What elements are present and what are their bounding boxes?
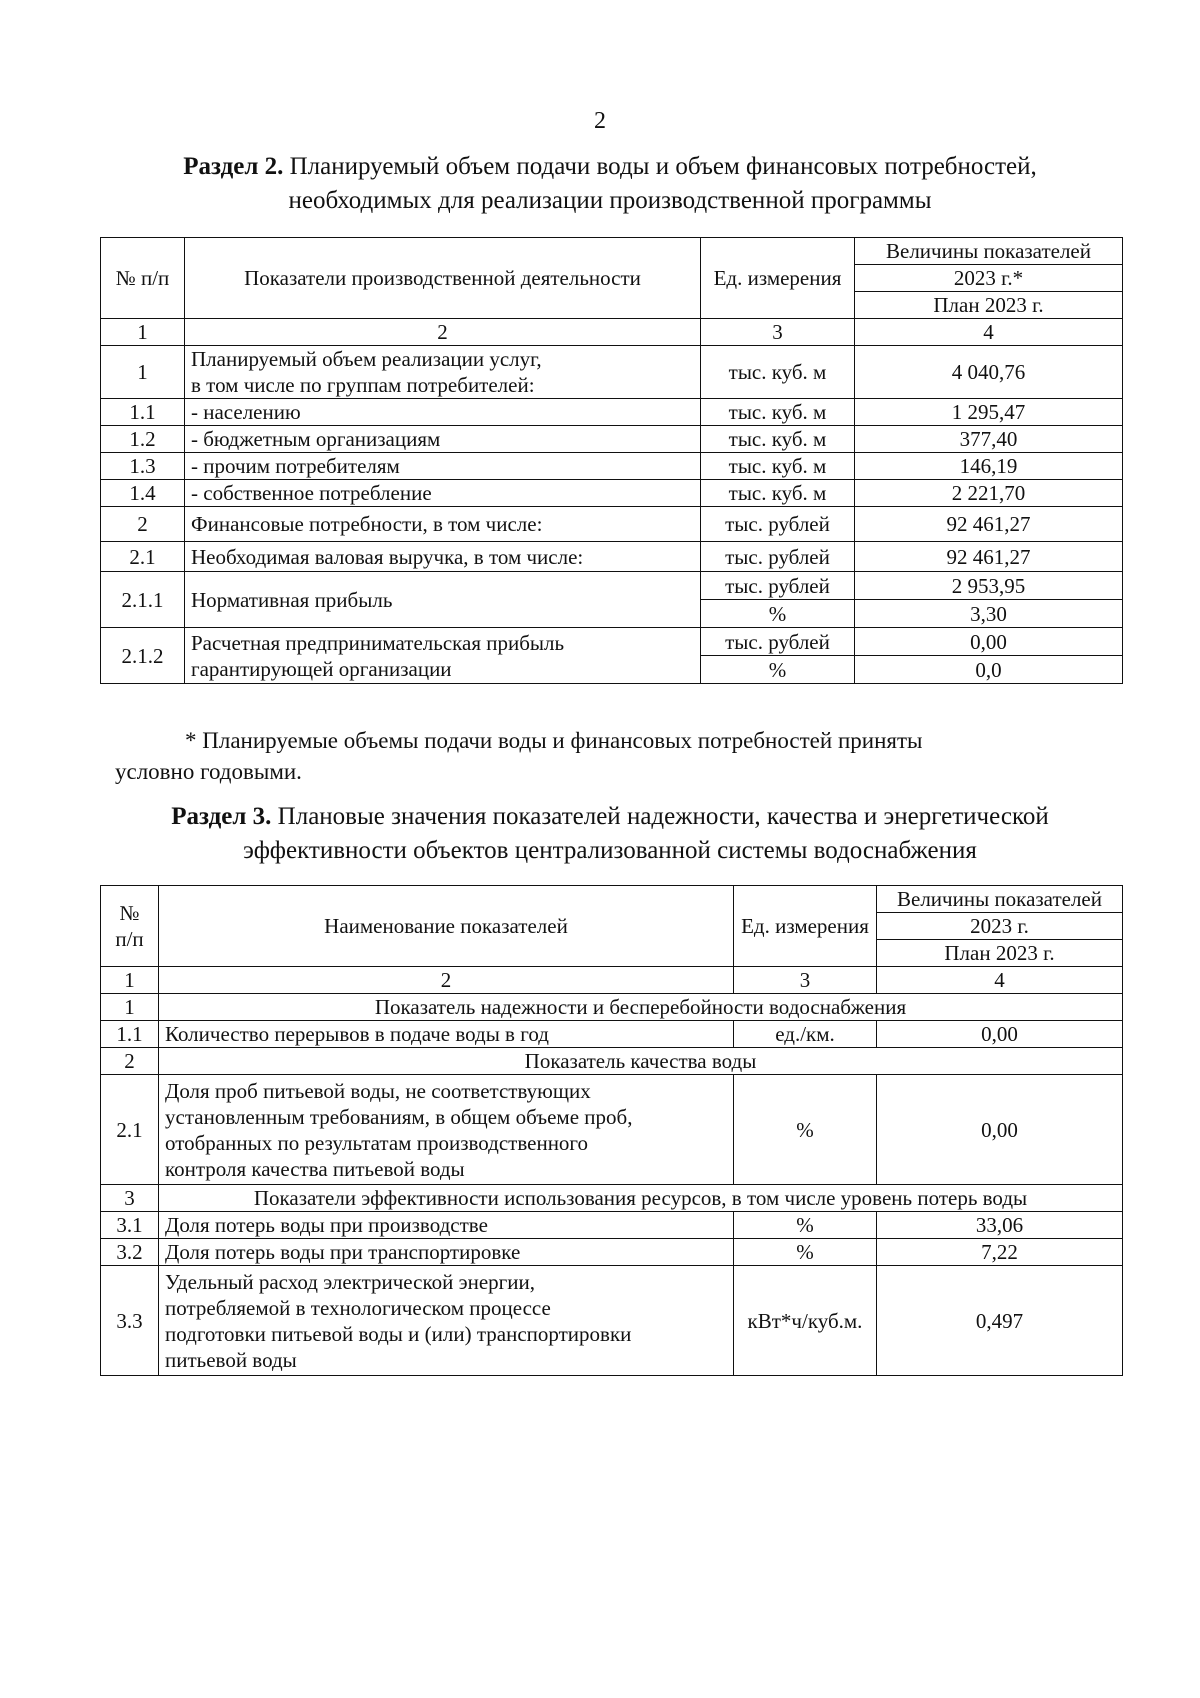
row-name-line: Доля проб питьевой воды, не соответствующих — [165, 1078, 591, 1103]
table-row — [101, 1212, 1123, 1239]
row-value: 0,00 — [855, 628, 1123, 656]
header-year: 2023 г. — [877, 913, 1123, 940]
table-row — [101, 399, 1123, 426]
group-num: 3 — [101, 1185, 159, 1212]
header-unit: Ед. измерения — [734, 886, 877, 967]
table-row — [101, 426, 1123, 453]
row-name: - бюджетным организациям — [185, 426, 701, 453]
table-row — [101, 1239, 1123, 1266]
section2-title — [100, 150, 1120, 218]
col-number: 4 — [877, 967, 1123, 994]
footnote-line2: условно годовыми. — [115, 759, 302, 784]
row-num: 2.1 — [101, 542, 185, 572]
header-indicator: Показатели производственной деятельности — [185, 238, 701, 319]
row-num: 2.1.1 — [101, 572, 185, 628]
row-unit: % — [701, 656, 855, 684]
col-number: 2 — [159, 967, 734, 994]
section3-label: Раздел 3. — [171, 803, 272, 830]
row-num: 1.4 — [101, 480, 185, 507]
row-unit: % — [734, 1239, 877, 1266]
page-number: 2 — [594, 108, 606, 134]
group-num: 2 — [101, 1048, 159, 1075]
row-num: 1.1 — [101, 1021, 159, 1048]
col-number-row — [101, 967, 1123, 994]
row-name-line: установленным требованиям, в общем объеме проб, — [165, 1104, 633, 1129]
section3-title-line2: эффективности объектов централизованной системы водоснабжения — [243, 837, 977, 864]
table-row — [101, 542, 1123, 572]
section3-title-line1: Плановые значения показателей надежности, качества и энергетической — [277, 803, 1049, 830]
footnote-line1: * Планируемые объемы подачи воды и финансовых потребностей приняты — [185, 728, 923, 753]
row-name — [159, 1075, 734, 1185]
row-value: 377,40 — [855, 426, 1123, 453]
group-title: Показатели эффективности использования ресурсов, в том числе уровень потерь воды — [159, 1185, 1123, 1212]
header-num-line: п/п — [115, 927, 144, 951]
row-name-line: Планируемый объем реализации услуг, — [191, 347, 542, 371]
row-name: Финансовые потребности, в том числе: — [185, 507, 701, 542]
row-num: 3.3 — [101, 1266, 159, 1376]
section2-footnote — [115, 725, 1120, 787]
row-name-line: гарантирующей организации — [191, 656, 452, 681]
group-row — [101, 1048, 1123, 1075]
header-plan: План 2023 г. — [855, 292, 1123, 319]
row-unit: тыс. куб. м — [701, 453, 855, 480]
table-row — [101, 480, 1123, 507]
row-num: 1.1 — [101, 399, 185, 426]
row-name: - населению — [185, 399, 701, 426]
row-value: 33,06 — [877, 1212, 1123, 1239]
header-num: № п/п — [101, 238, 185, 319]
row-num: 2.1 — [101, 1075, 159, 1185]
row-value: 0,0 — [855, 656, 1123, 684]
table-row — [101, 572, 1123, 600]
row-name: Необходимая валовая выручка, в том числе: — [185, 542, 701, 572]
row-num: 1 — [101, 346, 185, 399]
row-value: 146,19 — [855, 453, 1123, 480]
row-unit: кВт*ч/куб.м. — [734, 1266, 877, 1376]
row-value: 0,00 — [877, 1075, 1123, 1185]
row-name — [185, 628, 701, 684]
row-unit: тыс. куб. м — [701, 480, 855, 507]
section3-title — [100, 800, 1120, 868]
col-number: 3 — [701, 319, 855, 346]
row-unit: тыс. куб. м — [701, 399, 855, 426]
row-unit: тыс. куб. м — [701, 426, 855, 453]
section3-table — [100, 885, 1123, 1376]
group-title: Показатель надежности и бесперебойности водоснабжения — [159, 994, 1123, 1021]
row-unit: тыс. рублей — [701, 507, 855, 542]
section2-label: Раздел 2. — [183, 153, 284, 180]
group-title: Показатель качества воды — [159, 1048, 1123, 1075]
header-plan: План 2023 г. — [877, 940, 1123, 967]
row-name: Нормативная прибыль — [185, 572, 701, 628]
row-unit: тыс. рублей — [701, 628, 855, 656]
row-unit: ед./км. — [734, 1021, 877, 1048]
table-row — [101, 346, 1123, 399]
col-number: 3 — [734, 967, 877, 994]
group-num: 1 — [101, 994, 159, 1021]
row-value: 3,30 — [855, 600, 1123, 628]
row-value: 2 221,70 — [855, 480, 1123, 507]
header-num-line: № — [119, 901, 140, 925]
row-value: 92 461,27 — [855, 507, 1123, 542]
row-value: 0,00 — [877, 1021, 1123, 1048]
row-num: 3.1 — [101, 1212, 159, 1239]
table-row — [101, 507, 1123, 542]
row-name-line: подготовки питьевой воды и (или) транспортировки — [165, 1321, 632, 1346]
header-num — [101, 886, 159, 967]
row-value: 0,497 — [877, 1266, 1123, 1376]
row-name — [185, 346, 701, 399]
row-unit: % — [734, 1212, 877, 1239]
table-row — [101, 628, 1123, 656]
row-num: 3.2 — [101, 1239, 159, 1266]
row-name: Доля потерь воды при производстве — [159, 1212, 734, 1239]
col-number: 1 — [101, 319, 185, 346]
row-name: Доля потерь воды при транспортировке — [159, 1239, 734, 1266]
row-name-line: Удельный расход электрической энергии, — [165, 1269, 536, 1294]
row-name: - прочим потребителям — [185, 453, 701, 480]
section2-title-line1: Планируемый объем подачи воды и объем финансовых потребностей, — [289, 153, 1037, 180]
header-year: 2023 г.* — [855, 265, 1123, 292]
row-value: 92 461,27 — [855, 542, 1123, 572]
row-name-line: потребляемой в технологическом процессе — [165, 1295, 551, 1320]
row-num: 2.1.2 — [101, 628, 185, 684]
section2-table — [100, 237, 1123, 684]
table-row — [101, 453, 1123, 480]
col-number: 2 — [185, 319, 701, 346]
header-values: Величины показателей — [855, 238, 1123, 265]
row-name-line: отобранных по результатам производственного — [165, 1130, 589, 1155]
row-unit: % — [734, 1075, 877, 1185]
row-name-line: питьевой воды — [165, 1347, 297, 1372]
section2-title-line2: необходимых для реализации производственной программы — [288, 187, 932, 214]
group-row — [101, 994, 1123, 1021]
header-indicator: Наименование показателей — [159, 886, 734, 967]
table-row — [101, 1075, 1123, 1185]
table-row — [101, 1266, 1123, 1376]
col-number-row — [101, 319, 1123, 346]
header-values: Величины показателей — [877, 886, 1123, 913]
row-num: 1.2 — [101, 426, 185, 453]
col-number: 4 — [855, 319, 1123, 346]
table-row — [101, 1021, 1123, 1048]
row-num: 2 — [101, 507, 185, 542]
row-value: 2 953,95 — [855, 572, 1123, 600]
row-name-line: контроля качества питьевой воды — [165, 1156, 465, 1181]
row-num: 1.3 — [101, 453, 185, 480]
row-name-line: Расчетная предпринимательская прибыль — [191, 630, 565, 655]
col-number: 1 — [101, 967, 159, 994]
row-value: 7,22 — [877, 1239, 1123, 1266]
group-row — [101, 1185, 1123, 1212]
row-name — [159, 1266, 734, 1376]
row-value: 1 295,47 — [855, 399, 1123, 426]
row-unit: % — [701, 600, 855, 628]
header-unit: Ед. измерения — [701, 238, 855, 319]
row-name: Количество перерывов в подаче воды в год — [159, 1021, 734, 1048]
row-unit: тыс. рублей — [701, 542, 855, 572]
row-unit: тыс. куб. м — [701, 346, 855, 399]
row-unit: тыс. рублей — [701, 572, 855, 600]
row-name: - собственное потребление — [185, 480, 701, 507]
row-name-line: в том числе по группам потребителей: — [191, 373, 535, 397]
row-value: 4 040,76 — [855, 346, 1123, 399]
